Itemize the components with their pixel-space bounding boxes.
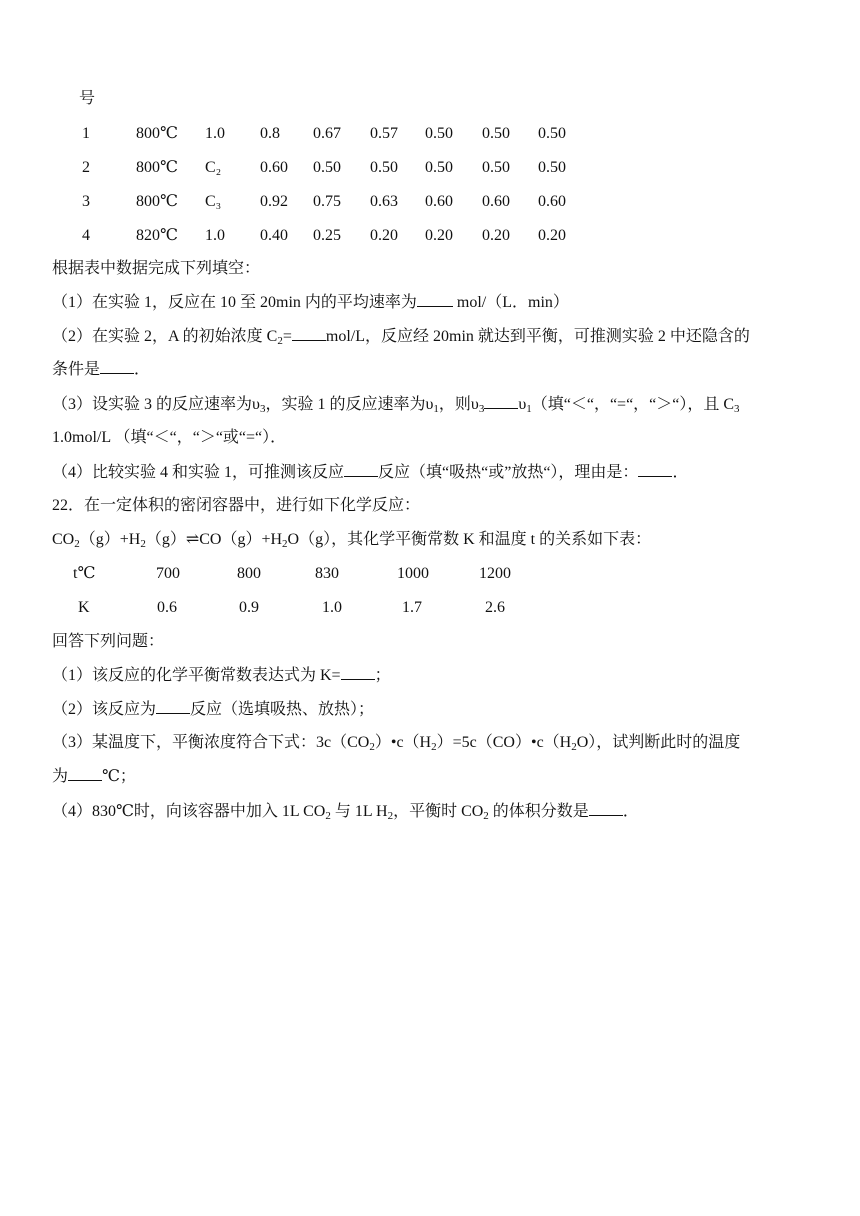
q22-prompt: 回答下列问题： (52, 633, 165, 650)
subscript: 2 (483, 810, 489, 822)
temperature-value: 700 (156, 565, 180, 582)
table1-cell: 0.50 (425, 125, 453, 142)
formula-co2: CO (52, 531, 75, 548)
q22-part3-text4: O），试判断此时的温度 (576, 734, 741, 751)
table1-cell: 0.60 (538, 193, 566, 210)
k-value: 1.0 (322, 599, 342, 616)
q22-part3-text: （3）某温度下，平衡浓度符合下式：3c（CO (52, 734, 370, 751)
table1-cell: 0.20 (425, 227, 453, 244)
table1-cell: 0.25 (313, 227, 341, 244)
table1-cell: 0.92 (260, 193, 288, 210)
subscript: 2 (369, 741, 375, 753)
period: ． (134, 361, 151, 378)
k-value: 2.6 (485, 599, 505, 616)
answer-blank[interactable] (68, 766, 102, 781)
q22-part2-text: （2）该反应为 (52, 701, 157, 718)
subscript: 3 (734, 403, 740, 415)
answer-blank[interactable] (292, 326, 326, 341)
q22-intro: 22．在一定体积的密闭容器中，进行如下化学反应： (52, 497, 421, 514)
subscript: 2 (325, 810, 331, 822)
equation-description: O（g），其化学平衡常数 K 和温度 t 的关系如下表： (287, 531, 652, 548)
table1-cell: C₂ (205, 159, 222, 176)
q22-part3-wei: 为 (52, 768, 69, 785)
q21-part2-line2 (52, 359, 150, 380)
temperature-value: 830 (315, 565, 339, 582)
table1-cell: 0.50 (538, 159, 566, 176)
q21-part4 (52, 462, 688, 483)
table1-cell: 0.50 (370, 159, 398, 176)
temp-label: t℃ (73, 565, 96, 582)
table1-cell: 0.50 (538, 125, 566, 142)
q22-part2 (52, 699, 374, 720)
q22-part4-text: （4）830℃时，向该容器中加入 1L CO (52, 803, 326, 820)
table1-cell: 0.50 (313, 159, 341, 176)
table1-cell: 0.50 (482, 125, 510, 142)
equals: = (282, 328, 292, 345)
q22-part2-text2: 反应（选填吸热、放热）； (190, 701, 375, 718)
answer-blank[interactable] (341, 665, 375, 680)
q22-part4 (52, 801, 639, 822)
q22-part3-text2: ）•c（H (374, 734, 432, 751)
q21-part1 (52, 292, 569, 313)
q21-part4-text: （4）比较实验 4 和实验 1，可推测该反应 (52, 464, 345, 481)
q21-part4-text2: 反应（填“吸热“或”放热“），理由是： (378, 464, 639, 481)
table1-cell: 0.60 (425, 193, 453, 210)
table1-cell: 820℃ (136, 227, 178, 244)
q21-part3-text4: （填“＜“，“=“，“＞“），且 C (531, 396, 735, 413)
q22-part3 (52, 733, 740, 753)
q22-part4-text3: ，平衡时 CO (393, 803, 484, 820)
subscript: 3 (259, 403, 266, 415)
q22-part3-text3: ）=5c（CO）•c（H (436, 734, 572, 751)
q21-part2-text: （2）在实验 2，A 的初始浓度 C (52, 328, 278, 345)
table1-cell: 0.8 (260, 125, 280, 142)
temperature-value: 1000 (397, 565, 429, 582)
table1-cell: 0.67 (313, 125, 341, 142)
table1-cell: 0.20 (370, 227, 398, 244)
q22-part1-text: （1）该反应的化学平衡常数表达式为 K= (52, 667, 341, 684)
k-value: 0.6 (157, 599, 177, 616)
subscript: 2 (571, 741, 577, 753)
table1-cell: 0.40 (260, 227, 288, 244)
subscript: 2 (282, 538, 288, 550)
q21-part3-text: （3）设实验 3 的反应速率为υ (52, 396, 260, 413)
table1-cell: 0.50 (482, 159, 510, 176)
temperature-value: 800 (237, 565, 261, 582)
k-value: 0.9 (239, 599, 259, 616)
table1-cell: 4 (82, 227, 90, 244)
subscript: 2 (387, 810, 394, 822)
table1-header-fragment: 号 (79, 90, 96, 107)
degree-unit: ℃； (102, 768, 136, 785)
formula-h2: （g）+H (79, 531, 141, 548)
q22-equation (52, 530, 651, 550)
q21-part1-text: （1）在实验 1，反应在 10 至 20min 内的平均速率为 (52, 294, 417, 311)
table1-cell: 0.57 (370, 125, 398, 142)
subscript: 2 (431, 741, 437, 753)
answer-blank[interactable] (156, 699, 190, 714)
table1-cell: 0.60 (482, 193, 510, 210)
q21-part2 (52, 326, 750, 347)
table1-cell: 0.75 (313, 193, 341, 210)
q22-part4-text4: 的体积分数是 (488, 803, 589, 820)
q21-part3-line2: 1.0mol/L （填“＜“，“＞“或“=“）． (52, 429, 287, 446)
table1-cell: 1.0 (205, 125, 225, 142)
q21-intro: 根据表中数据完成下列填空： (52, 260, 261, 277)
q22-part4-text2: 与 1L H (330, 803, 388, 820)
subscript: 2 (277, 335, 283, 347)
subscript: 3 (478, 403, 485, 415)
table1-cell: 1 (82, 125, 90, 142)
subscript: 2 (140, 538, 146, 550)
q21-part3-text3: ，则υ (438, 396, 479, 413)
temperature-value: 1200 (479, 565, 511, 582)
table1-cell: 0.20 (538, 227, 566, 244)
answer-blank[interactable] (484, 394, 518, 409)
period: ． (622, 803, 639, 820)
semicolon: ； (374, 667, 391, 684)
upsilon: υ (518, 396, 527, 413)
q21-part3-text2: ，实验 1 的反应速率为υ (265, 396, 434, 413)
q21-part3 (52, 394, 740, 415)
q21-part2-condition: 条件是 (52, 361, 101, 378)
table1-cell: 0.60 (260, 159, 288, 176)
table1-cell: 0.50 (425, 159, 453, 176)
q21-part1-unit: mol/（L．min） (452, 294, 569, 311)
q22-part3-line2 (52, 766, 136, 787)
q22-part1 (52, 665, 391, 686)
k-label: K (78, 599, 90, 616)
table1-cell: 800℃ (136, 125, 178, 142)
table1-cell: 0.20 (482, 227, 510, 244)
answer-blank[interactable] (589, 801, 623, 816)
table1-cell: C₃ (205, 193, 222, 210)
q21-part2-text-cont: mol/L，反应经 20min 就达到平衡，可推测实验 2 中还隐含的 (325, 328, 750, 345)
period: ． (672, 464, 689, 481)
k-value: 1.7 (402, 599, 422, 616)
table1-cell: 1.0 (205, 227, 225, 244)
answer-blank[interactable] (100, 359, 134, 374)
answer-blank[interactable] (344, 462, 378, 477)
subscript: 1 (526, 403, 532, 415)
subscript: 2 (74, 538, 80, 550)
table1-cell: 800℃ (136, 193, 178, 210)
table1-cell: 3 (82, 193, 90, 210)
answer-blank[interactable] (638, 462, 672, 477)
subscript: 1 (433, 403, 439, 415)
table1-cell: 0.63 (370, 193, 398, 210)
answer-blank[interactable] (417, 292, 453, 307)
table1-cell: 2 (82, 159, 90, 176)
formula-products: （g）⇌CO（g）+H (145, 531, 283, 548)
table1-cell: 800℃ (136, 159, 178, 176)
